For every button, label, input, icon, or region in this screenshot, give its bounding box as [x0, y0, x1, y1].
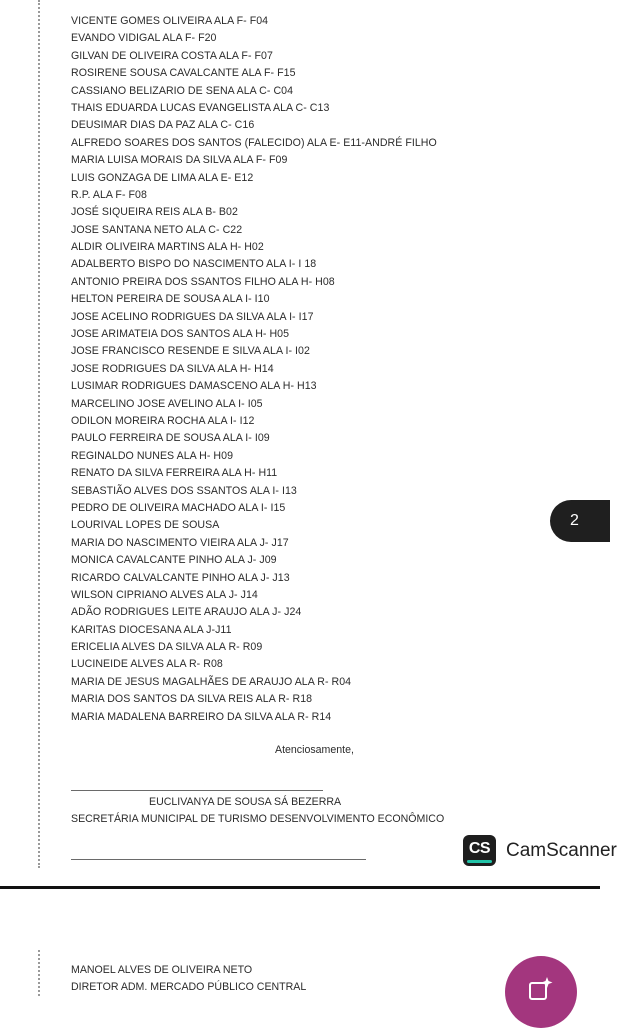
magic-edit-icon	[527, 976, 555, 1004]
second-signer-role: DIRETOR ADM. MERCADO PÚBLICO CENTRAL	[71, 981, 307, 993]
list-item: ADALBERTO BISPO DO NASCIMENTO ALA I- I 18	[71, 258, 317, 271]
list-item: CASSIANO BELIZARIO DE SENA ALA C- C04	[71, 84, 294, 97]
list-item: WILSON CIPRIANO ALVES ALA J- J14	[71, 588, 258, 601]
list-item: SEBASTIÃO ALVES DOS SSANTOS ALA I- I13	[71, 484, 297, 497]
list-item: ERICELIA ALVES DA SILVA ALA R- R09	[71, 641, 263, 654]
list-item: EVANDO VIDIGAL ALA F- F20	[71, 32, 217, 45]
list-item: VICENTE GOMES OLIVEIRA ALA F- F04	[71, 15, 269, 27]
list-item: MARIA LUISA MORAIS DA SILVA ALA F- F09	[71, 154, 288, 167]
list-item: JOSE RODRIGUES DA SILVA ALA H- H14	[71, 362, 274, 375]
page-separator	[0, 886, 600, 889]
merchant-list	[71, 13, 437, 726]
list-item: JOSE ACELINO RODRIGUES DA SILVA ALA I- I17	[71, 310, 314, 323]
list-item: ADÃO RODRIGUES LEITE ARAUJO ALA J- J24	[71, 606, 302, 619]
list-item: LOURIVAL LOPES DE SOUSA	[71, 519, 220, 532]
list-item: ROSIRENE SOUSA CAVALCANTE ALA F- F15	[71, 67, 296, 80]
list-item: DEUSIMAR DIAS DA PAZ ALA C- C16	[71, 119, 255, 132]
list-item: R.P. ALA F- F08	[71, 188, 147, 201]
list-item: ALDIR OLIVEIRA MARTINS ALA H- H02	[71, 241, 264, 254]
list-item: REGINALDO NUNES ALA H- H09	[71, 449, 234, 462]
magic-edit-button[interactable]	[505, 956, 577, 1028]
list-item: HELTON PEREIRA DE SOUSA ALA I- I10	[71, 293, 270, 306]
list-item: THAIS EDUARDA LUCAS EVANGELISTA ALA C- C13	[71, 101, 330, 114]
list-item: MONICA CAVALCANTE PINHO ALA J- J09	[71, 554, 277, 567]
camscanner-watermark	[463, 834, 617, 868]
list-item: LUIS GONZAGA DE LIMA ALA E- E12	[71, 171, 254, 184]
list-item: ODILON MOREIRA ROCHA ALA I- I12	[71, 414, 255, 427]
list-item: PAULO FERREIRA DE SOUSA ALA I- I09	[71, 432, 270, 445]
signer-role: SECRETÁRIA MUNICIPAL DE TURISMO DESENVOLVIMENTO ECONÔMICO	[71, 813, 445, 825]
list-item: JOSE ARIMATEIA DOS SANTOS ALA H- H05	[71, 328, 290, 341]
list-item: MARIA DO NASCIMENTO VIEIRA ALA J- J17	[71, 536, 289, 549]
camscanner-logo-icon: CS	[463, 835, 496, 866]
list-item: JOSE FRANCISCO RESENDE E SILVA ALA I- I02	[71, 345, 310, 358]
page-margin-line	[38, 950, 40, 996]
page-number-badge: 2	[550, 500, 610, 542]
list-item: JOSÉ SIQUEIRA REIS ALA B- B02	[71, 206, 238, 219]
list-item: RICARDO CALVALCANTE PINHO ALA J- J13	[71, 571, 290, 584]
list-item: ALFREDO SOARES DOS SANTOS (FALECIDO) ALA E- E11-ANDRÉ FILHO	[71, 136, 437, 149]
list-item: PEDRO DE OLIVEIRA MACHADO ALA I- I15	[71, 501, 286, 514]
list-item: MARIA MADALENA BARREIRO DA SILVA ALA R- R14	[71, 710, 332, 723]
signature-line	[71, 790, 323, 791]
signer-name: EUCLIVANYA DE SOUSA SÁ BEZERRA	[149, 796, 342, 808]
list-item: RENATO DA SILVA FERREIRA ALA H- H11	[71, 467, 278, 480]
list-item: JOSE SANTANA NETO ALA C- C22	[71, 223, 243, 236]
list-item: LUCINEIDE ALVES ALA R- R08	[71, 658, 223, 671]
signature-line	[71, 859, 366, 860]
closing-salutation: Atenciosamente,	[275, 744, 354, 756]
camscanner-name: CamScanner	[506, 840, 617, 861]
list-item: MARIA DOS SANTOS DA SILVA REIS ALA R- R18	[71, 693, 313, 706]
page-margin-line	[38, 0, 40, 868]
list-item: KARITAS DIOCESANA ALA J-J11	[71, 623, 232, 636]
list-item: GILVAN DE OLIVEIRA COSTA ALA F- F07	[71, 49, 273, 62]
list-item: MARCELINO JOSE AVELINO ALA I- I05	[71, 397, 263, 410]
list-item: MARIA DE JESUS MAGALHÃES DE ARAUJO ALA R- R04	[71, 675, 352, 688]
list-item: ANTONIO PREIRA DOS SSANTOS FILHO ALA H- H08	[71, 275, 335, 288]
second-signer-name: MANOEL ALVES DE OLIVEIRA NETO	[71, 964, 253, 976]
list-item: LUSIMAR RODRIGUES DAMASCENO ALA H- H13	[71, 380, 317, 393]
